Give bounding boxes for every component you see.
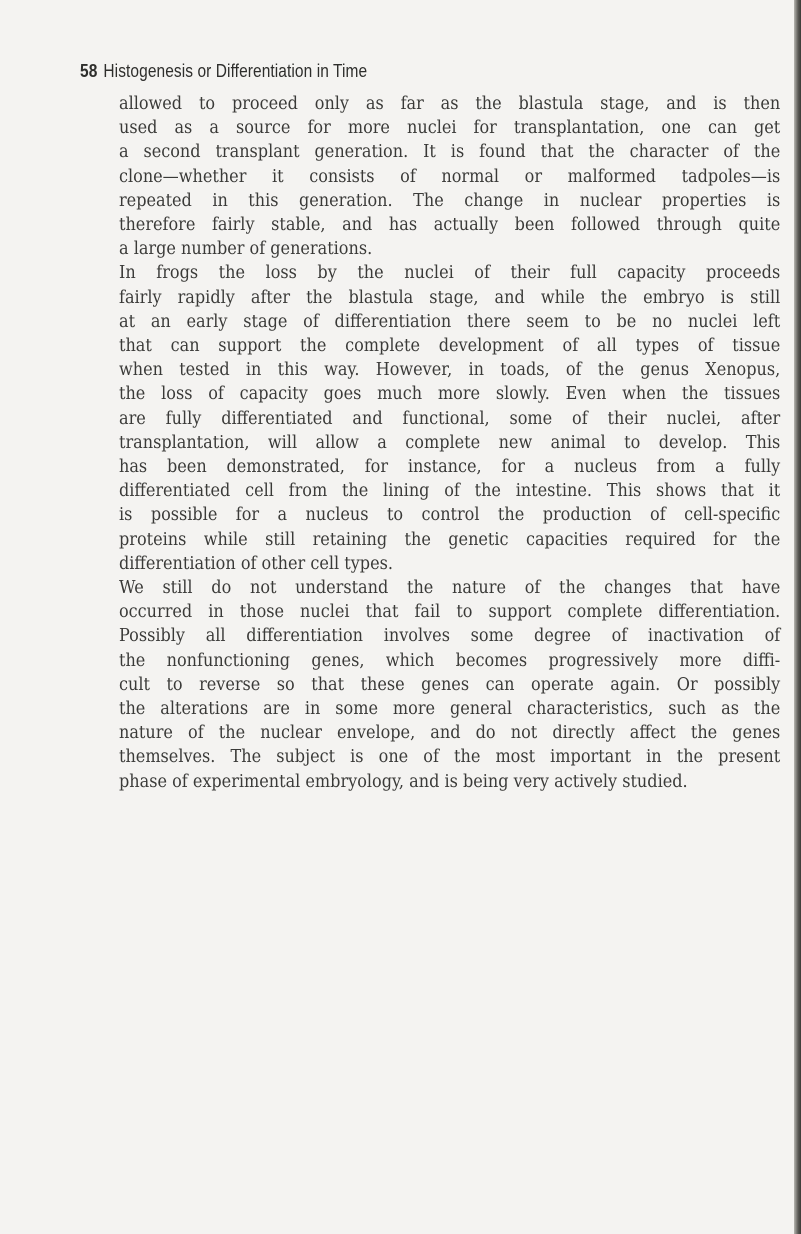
text-line: that can support the complete development of all types of tissue xyxy=(119,336,781,357)
text-line: are fully differentiated and functional, some of their nuclei, after xyxy=(119,408,781,429)
text-line: differentiated cell from the lining of the intestine. This shows that it xyxy=(119,481,781,502)
text-line: nature of the nuclear envelope, and do not directly affect the genes xyxy=(119,723,781,744)
text-line: themselves. The subject is one of the most important in the present xyxy=(119,747,781,768)
text-line: In frogs the loss by the nuclei of their full capacity proceeds xyxy=(119,263,781,284)
text-line: We still do not understand the nature of the changes that have xyxy=(119,578,781,599)
text-line: therefore fairly stable, and has actually been followed through quite xyxy=(119,215,781,236)
text-line: occurred in those nuclei that fail to support complete differentiation. xyxy=(119,602,781,623)
text-line: fairly rapidly after the blastula stage, and while the embryo is still xyxy=(119,287,781,308)
page-edge-shadow xyxy=(794,0,801,1234)
text-line: transplantation, will allow a complete new animal to develop. This xyxy=(119,432,781,453)
text-line: a large number of generations. xyxy=(119,239,373,260)
running-title: Histogenesis or Differentiation in Time xyxy=(103,61,368,81)
text-line: is possible for a nucleus to control the production of cell-specific xyxy=(119,505,781,526)
text-line: a second transplant generation. It is found that the character of the xyxy=(119,142,781,163)
text-line: cult to reverse so that these genes can operate again. Or possibly xyxy=(119,674,781,695)
text-line: the nonfunctioning genes, which becomes progressively more diffi- xyxy=(119,650,781,671)
text-line: when tested in this way. However, in toads, of the genus Xenopus, xyxy=(119,360,781,381)
text-line: clone—whether it consists of normal or malformed tadpoles—is xyxy=(119,166,781,187)
text-line: has been demonstrated, for instance, for a nucleus from a fully xyxy=(119,457,781,478)
page-number: 58 xyxy=(80,61,98,81)
text-line: proteins while still retaining the genetic capacities required for the xyxy=(119,529,781,550)
text-line: phase of experimental embryology, and is being very actively studied. xyxy=(119,771,688,792)
text-line: differentiation of other cell types. xyxy=(119,553,393,574)
text-line: the loss of capacity goes much more slowly. Even when the tissues xyxy=(119,384,781,405)
body-text xyxy=(119,92,781,794)
text-line: used as a source for more nuclei for transplantation, one can get xyxy=(119,118,781,139)
text-line: Possibly all differentiation involves some degree of inactivation of xyxy=(119,626,781,647)
paragraph xyxy=(119,576,781,794)
paragraph xyxy=(119,92,781,261)
text-line: repeated in this generation. The change in nuclear properties is xyxy=(119,190,781,211)
paragraph xyxy=(119,261,781,576)
text-line: the alterations are in some more general characteristics, such as the xyxy=(119,699,781,720)
text-line: allowed to proceed only as far as the blastula stage, and is then xyxy=(119,94,781,114)
running-header xyxy=(80,61,367,82)
text-line: at an early stage of differentiation there seem to be no nuclei left xyxy=(119,311,781,332)
